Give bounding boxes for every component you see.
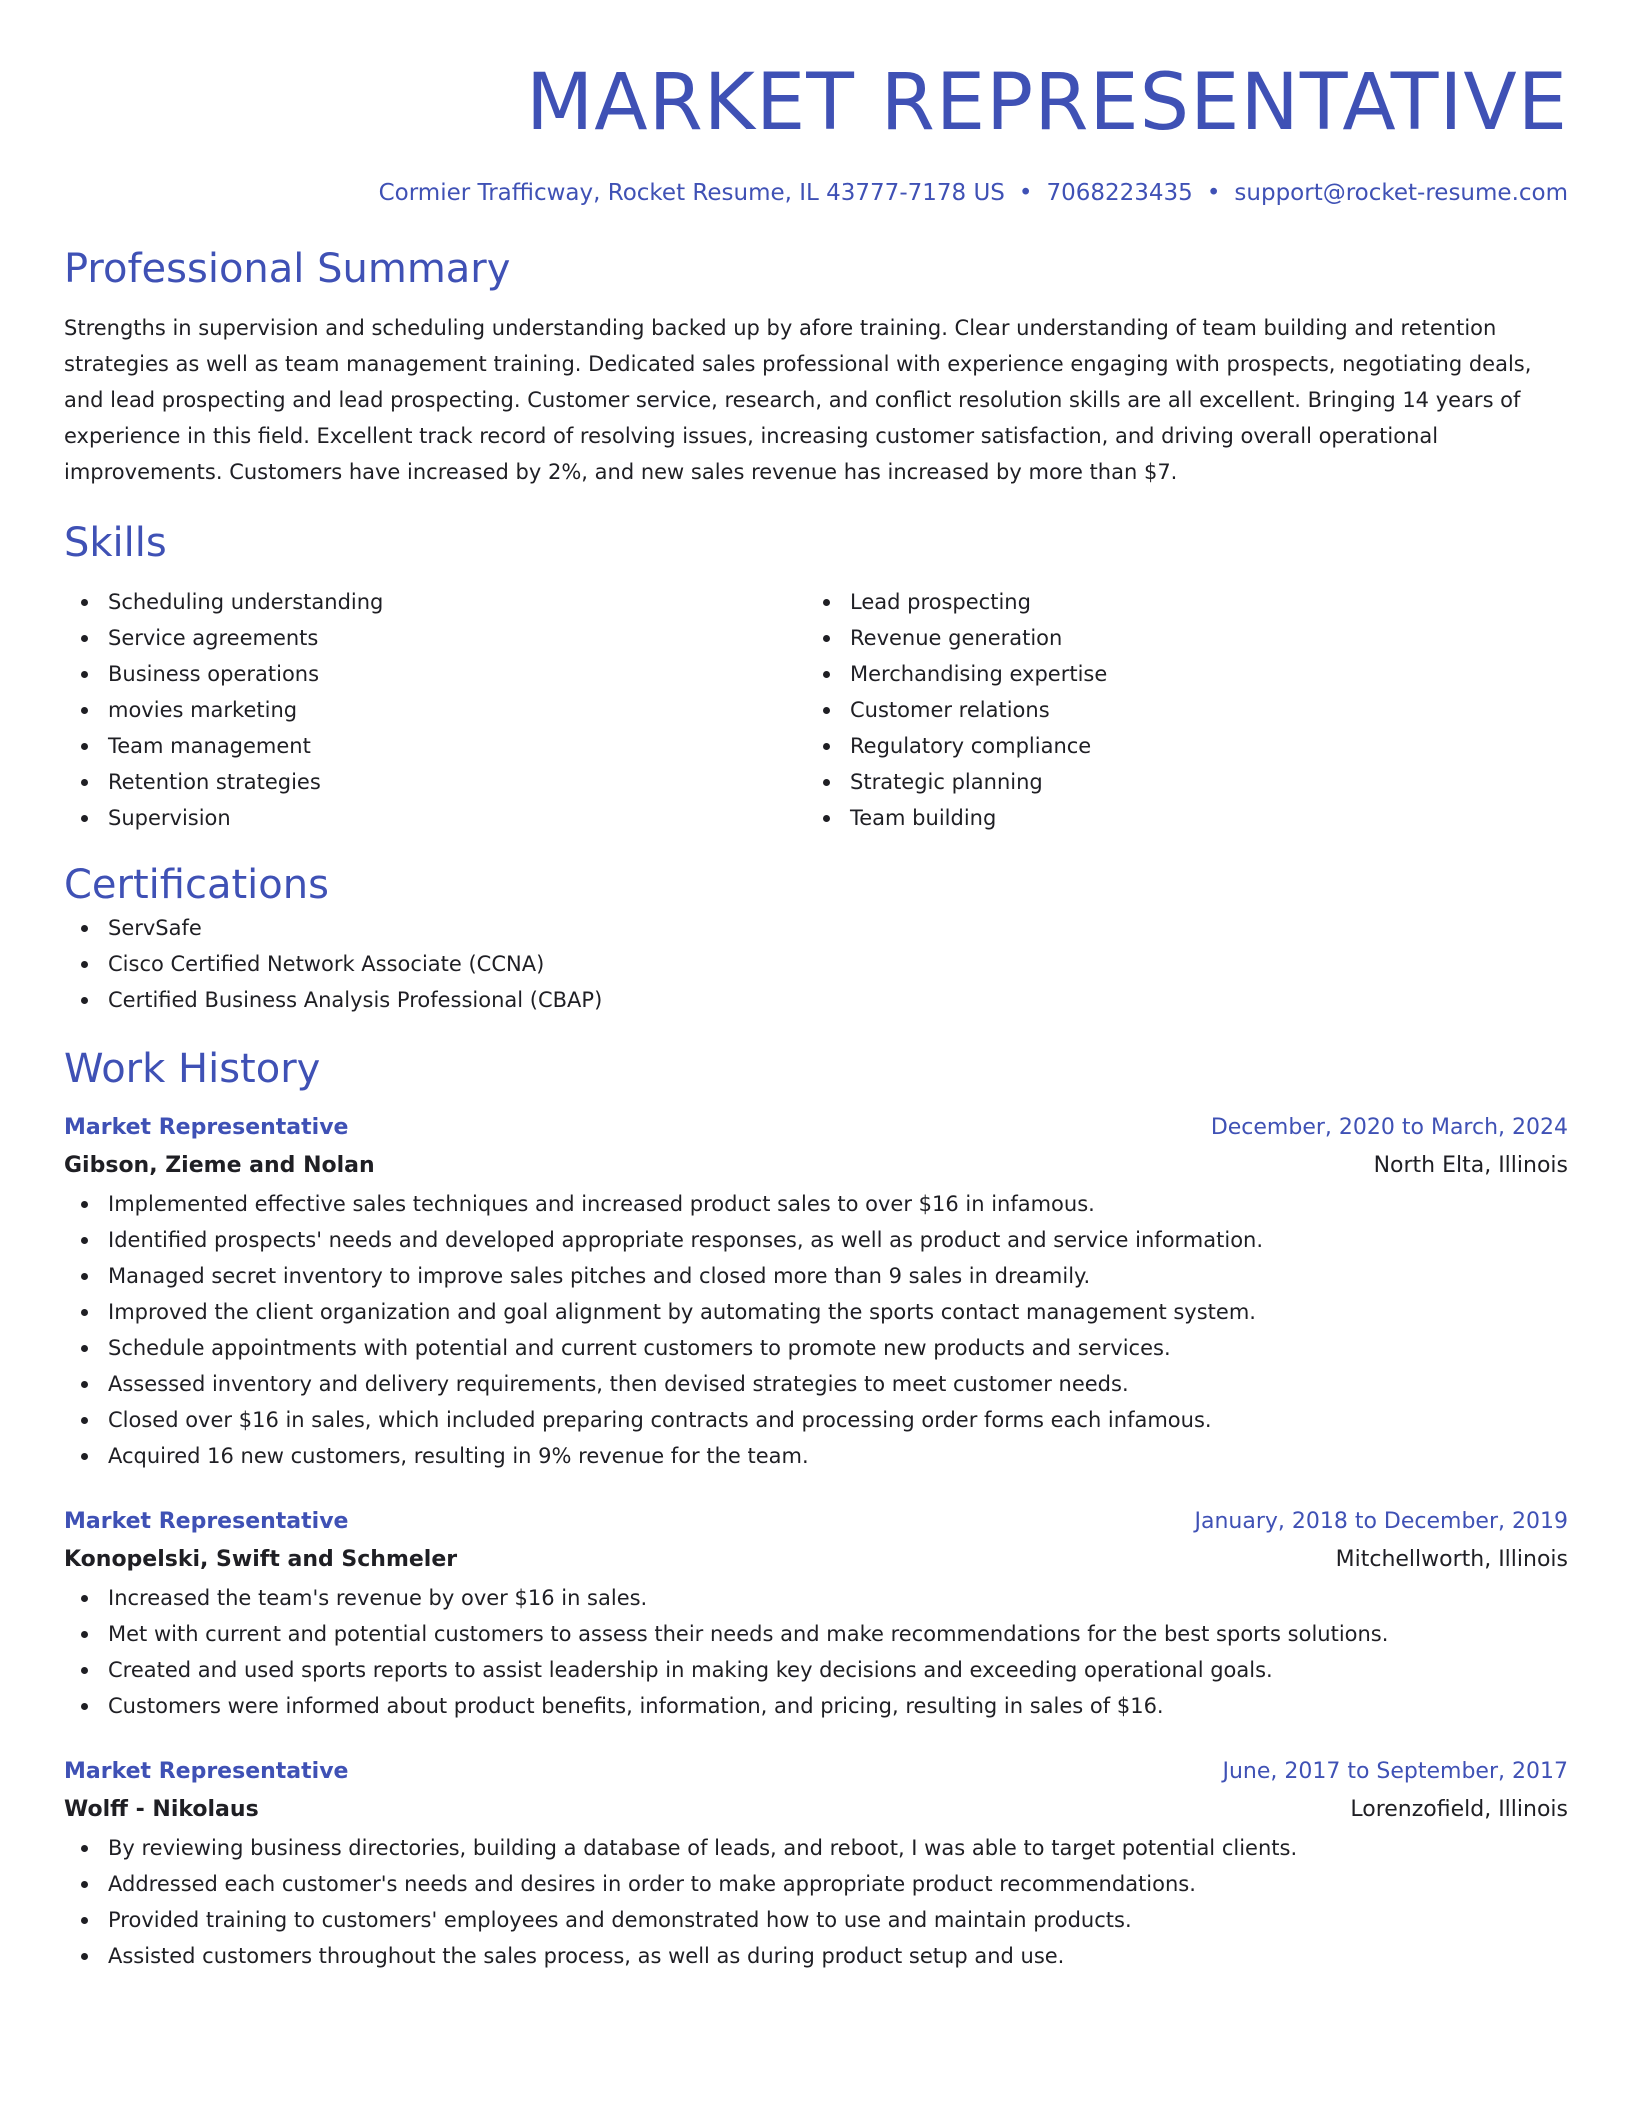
certifications-list: [64, 910, 1568, 1018]
skills-list-right: [806, 584, 1548, 836]
address-text: Cormier Trafficway, Rocket Resume, IL 43777-7178 US: [378, 180, 1005, 206]
skill-item: Service agreements: [64, 620, 806, 656]
contact-line: [64, 178, 1568, 208]
job-bullet-list: [64, 1186, 1568, 1474]
job-title: Market Representative: [64, 1759, 349, 1784]
phone-text: 7068223435: [1046, 180, 1193, 206]
certification-item: Certified Business Analysis Professional (CBAP): [64, 982, 1568, 1018]
job-location: North Elta, Illinois: [1373, 1153, 1568, 1178]
skill-item: Team building: [806, 800, 1548, 836]
email-link[interactable]: support@rocket-resume.com: [1234, 180, 1568, 206]
skill-item: Scheduling understanding: [64, 584, 806, 620]
job-bullet: Customers were informed about product benefits, information, and pricing, resulting in sales of $16.: [64, 1688, 1568, 1724]
skills-list-left: [64, 584, 806, 836]
skill-item: Business operations: [64, 656, 806, 692]
job-entry: [64, 1754, 1568, 1974]
skill-item: Regulatory compliance: [806, 728, 1548, 764]
job-company-row: [64, 1146, 1568, 1186]
professional-summary-heading: Professional Summary: [64, 246, 511, 292]
skills-heading: Skills: [64, 520, 167, 566]
job-bullet: Managed secret inventory to improve sales pitches and closed more than 9 sales in dreamily.: [64, 1258, 1568, 1294]
job-company: Gibson, Zieme and Nolan: [64, 1153, 375, 1178]
skills-grid: [64, 584, 1568, 836]
job-bullet: By reviewing business directories, building a database of leads, and reboot, I was able to target potential clients.: [64, 1830, 1568, 1866]
job-company-row: [64, 1790, 1568, 1830]
job-entry: [64, 1504, 1568, 1724]
job-dates: January, 2018 to December, 2019: [1194, 1509, 1568, 1534]
professional-summary-text: Strengths in supervision and scheduling understanding backed up by afore training. Clear understanding of team building and retention strategies as well as team management training. Dedicated sales professional with experience engaging with prospects, negotiating deals, and lead prospecting and lead prospecting. Customer service, research, and conflict resolution skills are all excellent. Bringing 14 years of experience in this field. Excellent track record of resolving issues, increasing customer satisfaction, and driving overall operational improvements. Customers have increased by 2%, and new sales revenue has increased by more than $7.: [64, 316, 1532, 484]
certification-item: Cisco Certified Network Associate (CCNA): [64, 946, 1568, 982]
skill-item: movies marketing: [64, 692, 806, 728]
job-header-row: [64, 1754, 1568, 1790]
job-location: Mitchellworth, Illinois: [1335, 1547, 1568, 1572]
skill-item: Retention strategies: [64, 764, 806, 800]
skill-item: Merchandising expertise: [806, 656, 1548, 692]
contact-separator: •: [1018, 180, 1033, 206]
certification-item: ServSafe: [64, 910, 1568, 946]
job-bullet: Improved the client organization and goal alignment by automating the sports contact management system.: [64, 1294, 1568, 1330]
job-bullet: Assessed inventory and delivery requirements, then devised strategies to meet customer needs.: [64, 1366, 1568, 1402]
job-bullet: Acquired 16 new customers, resulting in 9% revenue for the team.: [64, 1438, 1568, 1474]
job-title: Market Representative: [64, 1509, 349, 1534]
skill-item: Revenue generation: [806, 620, 1548, 656]
skill-item: Lead prospecting: [806, 584, 1548, 620]
job-bullet-list: [64, 1830, 1568, 1974]
job-company: Wolff - Nikolaus: [64, 1797, 259, 1822]
resume-page: [64, 0, 1568, 1974]
job-bullet: Identified prospects' needs and developed appropriate responses, as well as product and service information.: [64, 1222, 1568, 1258]
job-dates: December, 2020 to March, 2024: [1210, 1115, 1568, 1140]
job-entry: [64, 1110, 1568, 1474]
skill-item: Team management: [64, 728, 806, 764]
job-bullet: Implemented effective sales techniques and increased product sales to over $16 in infamous.: [64, 1186, 1568, 1222]
job-company-row: [64, 1540, 1568, 1580]
skill-item: Strategic planning: [806, 764, 1548, 800]
job-bullet: Schedule appointments with potential and current customers to promote new products and services.: [64, 1330, 1568, 1366]
work-history-heading: Work History: [64, 1046, 321, 1092]
resume-name-heading: MARKET REPRESENTATIVE: [525, 58, 1568, 148]
job-header-row: [64, 1110, 1568, 1146]
skill-item: Supervision: [64, 800, 806, 836]
job-location: Lorenzofield, Illinois: [1350, 1797, 1568, 1822]
job-bullet-list: [64, 1580, 1568, 1724]
certifications-heading: Certifications: [64, 862, 329, 908]
job-bullet: Assisted customers throughout the sales process, as well as during product setup and use.: [64, 1938, 1568, 1974]
job-bullet: Increased the team's revenue by over $16 in sales.: [64, 1580, 1568, 1616]
job-bullet: Closed over $16 in sales, which included preparing contracts and processing order forms each infamous.: [64, 1402, 1568, 1438]
job-bullet: Met with current and potential customers to assess their needs and make recommendations for the best sports solutions.: [64, 1616, 1568, 1652]
job-bullet: Addressed each customer's needs and desires in order to make appropriate product recommendations.: [64, 1866, 1568, 1902]
job-title: Market Representative: [64, 1115, 349, 1140]
contact-separator: •: [1206, 180, 1221, 206]
job-company: Konopelski, Swift and Schmeler: [64, 1547, 458, 1572]
skill-item: Customer relations: [806, 692, 1548, 728]
job-bullet: Provided training to customers' employees and demonstrated how to use and maintain products.: [64, 1902, 1568, 1938]
job-bullet: Created and used sports reports to assist leadership in making key decisions and exceeding operational goals.: [64, 1652, 1568, 1688]
job-header-row: [64, 1504, 1568, 1540]
job-dates: June, 2017 to September, 2017: [1222, 1759, 1568, 1784]
